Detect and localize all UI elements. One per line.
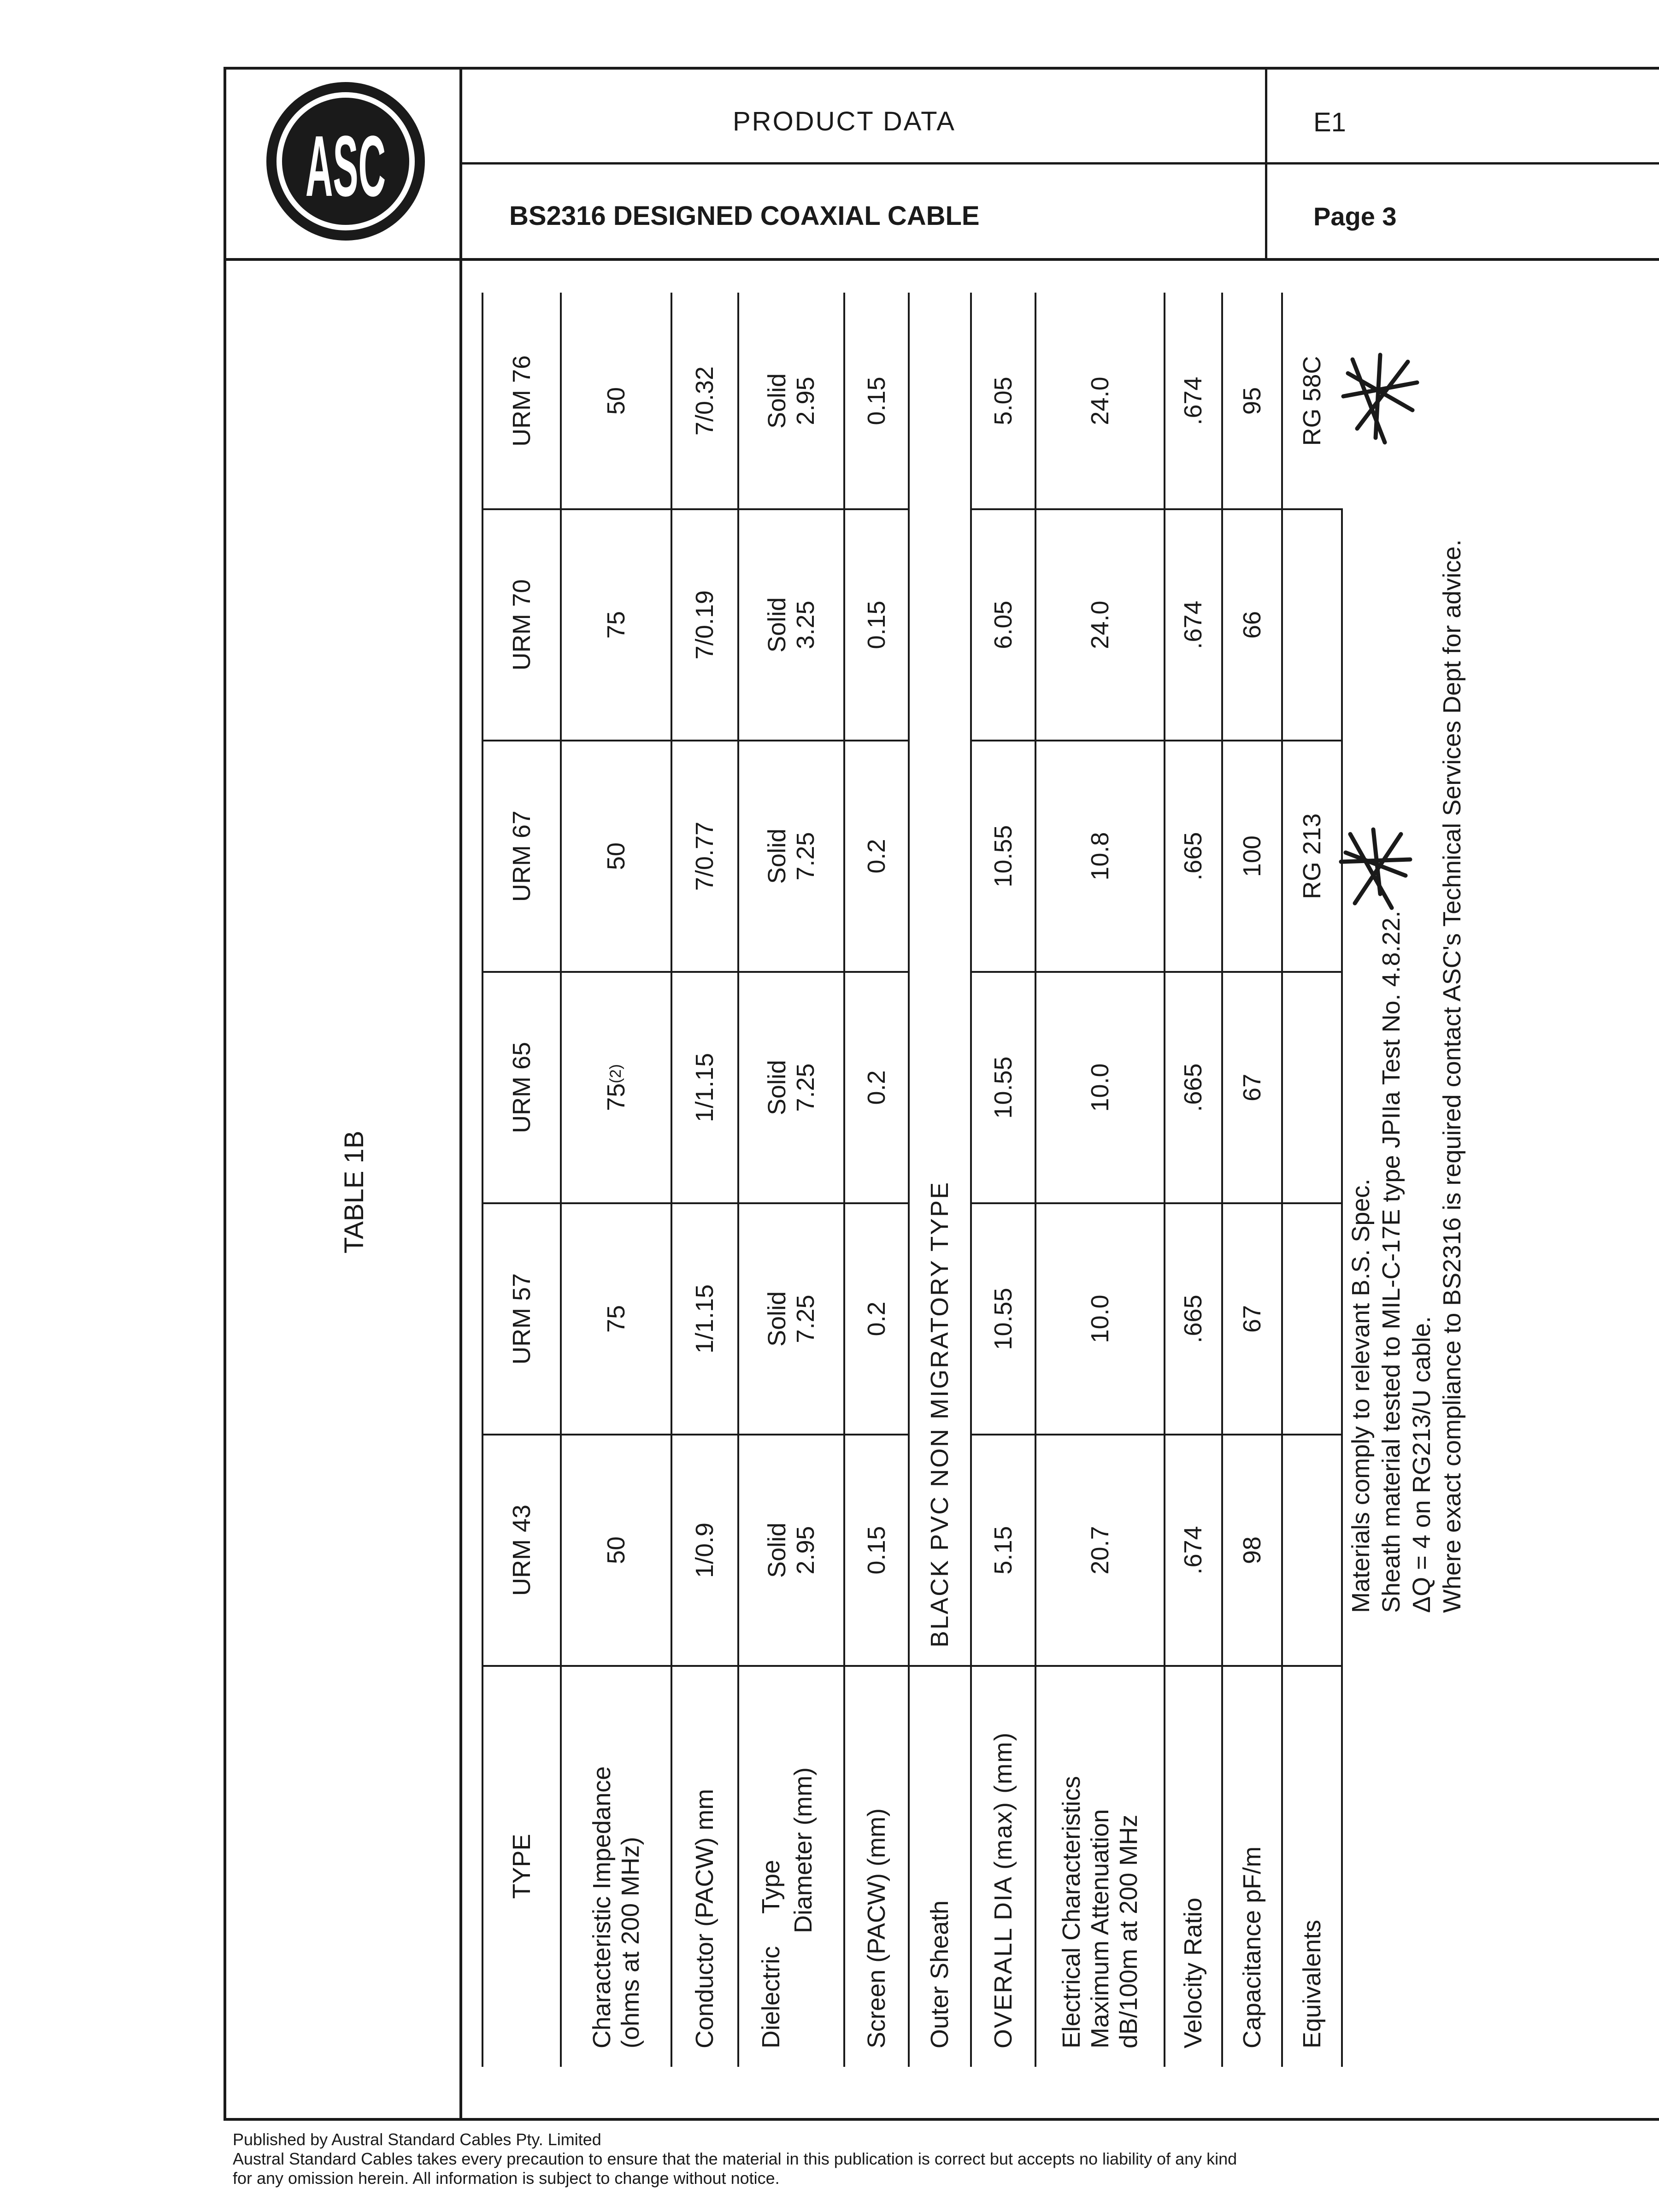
dielectric-cell <box>738 1435 844 1666</box>
dielectric-type: Solid <box>763 1522 791 1578</box>
frame-code-divider <box>1265 67 1267 260</box>
row-velocity <box>1165 293 1222 2067</box>
overall-dia-cell: 10.55 <box>989 1056 1017 1119</box>
impedance-cell: 50 <box>602 1536 630 1565</box>
row-impedance <box>561 293 671 2067</box>
row-electrical <box>1035 293 1165 2067</box>
table-header-row <box>482 293 561 2067</box>
equivalent-cell <box>1282 1435 1342 1666</box>
conductor-cell: 7/0.32 <box>691 366 719 436</box>
conductor-cell: 7/0.77 <box>691 821 719 891</box>
row-equivalents <box>1282 293 1342 2067</box>
dielectric-diameter-label: Diameter (mm) <box>789 1767 818 1933</box>
note-line: Where exact compliance to BS2316 is required contact ASC's Technical Services Dept for advice. <box>1438 539 1466 1613</box>
impedance-note: (2) <box>607 1064 625 1083</box>
row-separator <box>1164 293 1165 2067</box>
row-separator <box>482 293 483 2067</box>
column-separator <box>970 740 1343 741</box>
column-separator <box>482 1665 1343 1667</box>
row-label: Capacitance pF/m <box>1238 1846 1266 2048</box>
row-separator <box>970 293 972 2067</box>
dielectric-type: Solid <box>763 1059 791 1116</box>
footer-disclaimer-1: Austral Standard Cables takes every precaution to ensure that the material in this publication is correct but accepts no liability of any kind <box>233 2149 1237 2168</box>
row-separator <box>1341 509 1343 2067</box>
header-subtitle: BS2316 DESIGNED COAXIAL CABLE <box>509 201 980 231</box>
column-separator <box>970 971 1343 973</box>
overall-dia-cell: 6.05 <box>989 600 1017 649</box>
column-separator <box>482 740 909 741</box>
screen-cell: 0.2 <box>862 1070 890 1105</box>
row-separator <box>560 293 562 2067</box>
column-separator <box>970 508 1343 510</box>
table-1b <box>462 293 1337 2067</box>
asterisk-mark-icon <box>1336 825 1415 912</box>
attenuation-cell: 24.0 <box>1086 600 1114 649</box>
column-separator <box>970 1202 1343 1204</box>
row-label: Velocity Ratio <box>1179 1897 1207 2048</box>
row-separator <box>737 293 739 2067</box>
attenuation-cell: 10.0 <box>1086 1294 1114 1343</box>
conductor-cell: 1/0.9 <box>691 1522 719 1578</box>
equivalent-cell: RG 213 <box>1298 813 1326 900</box>
row-label: Equivalents <box>1298 1919 1326 2048</box>
electrical-label-1: Electrical Characteristics <box>1057 1776 1085 2048</box>
attenuation-cell: 10.0 <box>1086 1063 1114 1112</box>
row-separator <box>1221 293 1223 2067</box>
attenuation-cell: 10.8 <box>1086 832 1114 881</box>
row-capacitance <box>1222 293 1282 2067</box>
capacitance-cell: 100 <box>1238 835 1266 877</box>
capacitance-cell: 95 <box>1238 387 1266 415</box>
row-screen <box>844 293 909 2067</box>
row-label: Conductor (PACW) mm <box>691 1788 719 2048</box>
header-page: Page 3 <box>1313 202 1397 231</box>
row-label: OVERALL DIA (max) (mm) <box>989 1731 1017 2048</box>
impedance-cell: 75 <box>602 1305 630 1333</box>
impedance-label-2: (ohms at 200 MHz) <box>617 1836 644 2048</box>
conductor-cell: 1/1.15 <box>691 1284 719 1354</box>
capacitance-cell: 98 <box>1238 1536 1266 1565</box>
screen-cell: 0.15 <box>862 377 890 425</box>
logo-text: ASC <box>305 118 386 215</box>
dielectric-type: Solid <box>763 828 791 884</box>
screen-cell: 0.2 <box>862 839 890 874</box>
row-conductor <box>671 293 738 2067</box>
velocity-cell: .665 <box>1179 1294 1207 1343</box>
dielectric-diameter: 7.25 <box>792 832 819 881</box>
outer-sheath-value: BLACK PVC NON MIGRATORY TYPE <box>926 1181 954 1647</box>
type-header: TYPE <box>507 1834 535 1899</box>
capacitance-cell: 67 <box>1238 1305 1266 1333</box>
column-separator <box>482 1434 909 1435</box>
header-title: PRODUCT DATA <box>733 106 956 136</box>
row-label <box>1035 1666 1165 2067</box>
impedance-cell: 75 <box>602 611 630 639</box>
dielectric-type: Solid <box>763 597 791 653</box>
velocity-cell: .674 <box>1179 1526 1207 1575</box>
velocity-cell: .665 <box>1179 832 1207 881</box>
asterisk-mark-icon <box>1339 350 1422 447</box>
conductor-cell: 7/0.19 <box>691 590 719 660</box>
capacitance-cell: 67 <box>1238 1073 1266 1102</box>
column-header: URM 76 <box>507 355 535 447</box>
dielectric-type: Solid <box>763 373 791 429</box>
dielectric-diameter: 2.95 <box>792 377 819 425</box>
row-separator <box>908 293 910 2067</box>
row-outer-sheath <box>909 293 971 2067</box>
note-line: ΔQ = 4 on RG213/U cable. <box>1408 1316 1435 1613</box>
capacitance-cell: 66 <box>1238 611 1266 639</box>
row-separator <box>843 293 845 2067</box>
equivalent-cell <box>1282 972 1342 1203</box>
column-header: URM 43 <box>507 1504 535 1596</box>
dielectric-type: Solid <box>763 1291 791 1347</box>
frame-bottom-line <box>224 2118 1659 2121</box>
impedance-cell: 50 <box>602 387 630 415</box>
column-separator <box>970 1434 1343 1435</box>
dielectric-diameter: 2.95 <box>792 1526 819 1575</box>
row-label <box>738 1666 844 2067</box>
impedance-cell: 50 <box>602 842 630 871</box>
dielectric-diameter: 3.25 <box>792 600 819 649</box>
column-header: URM 67 <box>507 810 535 902</box>
attenuation-cell: 24.0 <box>1086 377 1114 425</box>
row-dielectric <box>738 293 844 2067</box>
column-header: URM 57 <box>507 1273 535 1365</box>
column-separator <box>482 971 909 973</box>
impedance-label-1: Characteristic Impedance <box>588 1766 616 2048</box>
dielectric-cell <box>738 293 844 509</box>
footer-disclaimer-2: for any omission herein. All information is subject to change without notice. <box>233 2169 780 2188</box>
column-separator <box>482 508 909 510</box>
row-separator <box>1035 293 1036 2067</box>
screen-cell: 0.15 <box>862 600 890 649</box>
overall-dia-cell: 10.55 <box>989 1288 1017 1350</box>
dielectric-type-label: Type <box>757 1859 785 1914</box>
dielectric-cell <box>738 509 844 741</box>
column-separator <box>482 1202 909 1204</box>
asc-logo <box>263 78 429 244</box>
velocity-cell: .665 <box>1179 1063 1207 1112</box>
attenuation-cell: 20.7 <box>1086 1526 1114 1575</box>
dielectric-cell <box>738 972 844 1203</box>
dielectric-diameter: 7.25 <box>792 1063 819 1112</box>
screen-cell: 0.2 <box>862 1301 890 1336</box>
row-label: Screen (PACW) (mm) <box>862 1808 890 2048</box>
overall-dia-cell: 5.05 <box>989 377 1017 425</box>
row-separator <box>671 293 672 2067</box>
conductor-cell: 1/1.15 <box>691 1053 719 1123</box>
dielectric-diameter: 7.25 <box>792 1294 819 1343</box>
velocity-cell: .674 <box>1179 600 1207 649</box>
row-label <box>561 1666 671 2067</box>
dielectric-cell <box>738 1203 844 1435</box>
impedance-cell <box>561 972 671 1203</box>
header-code: E1 <box>1313 107 1346 137</box>
row-label: Outer Sheath <box>926 1900 954 2048</box>
overall-dia-cell: 10.55 <box>989 825 1017 888</box>
dielectric-label: Dielectric <box>757 1946 785 2048</box>
equivalent-cell: RG 58C <box>1298 356 1326 446</box>
electrical-label-3: dB/100m at 200 MHz <box>1115 1814 1143 2048</box>
electrical-label-2: Maximum Attenuation <box>1086 1809 1114 2048</box>
frame-header-mid-line <box>461 162 1659 165</box>
note-line: Sheath material tested to MIL-C-17E type JPIIa Test No. 4.8.22. <box>1377 911 1405 1613</box>
equivalent-cell <box>1282 1203 1342 1435</box>
overall-dia-cell: 5.15 <box>989 1526 1017 1575</box>
impedance-value: 75 <box>602 1083 630 1111</box>
row-separator <box>1281 293 1283 2067</box>
screen-cell: 0.15 <box>862 1526 890 1575</box>
equivalent-cell <box>1282 509 1342 741</box>
frame-left-line <box>224 67 226 2120</box>
note-line: Materials comply to relevant B.S. Spec. <box>1347 1178 1375 1613</box>
table-title: TABLE 1B <box>339 1130 369 1253</box>
footer-publisher: Published by Austral Standard Cables Pty. Limited <box>233 2130 601 2149</box>
velocity-cell: .674 <box>1179 377 1207 425</box>
row-overall-dia <box>971 293 1035 2067</box>
column-header: URM 65 <box>507 1041 535 1134</box>
dielectric-cell <box>738 741 844 972</box>
frame-top-line <box>224 67 1659 70</box>
column-header: URM 70 <box>507 579 535 671</box>
